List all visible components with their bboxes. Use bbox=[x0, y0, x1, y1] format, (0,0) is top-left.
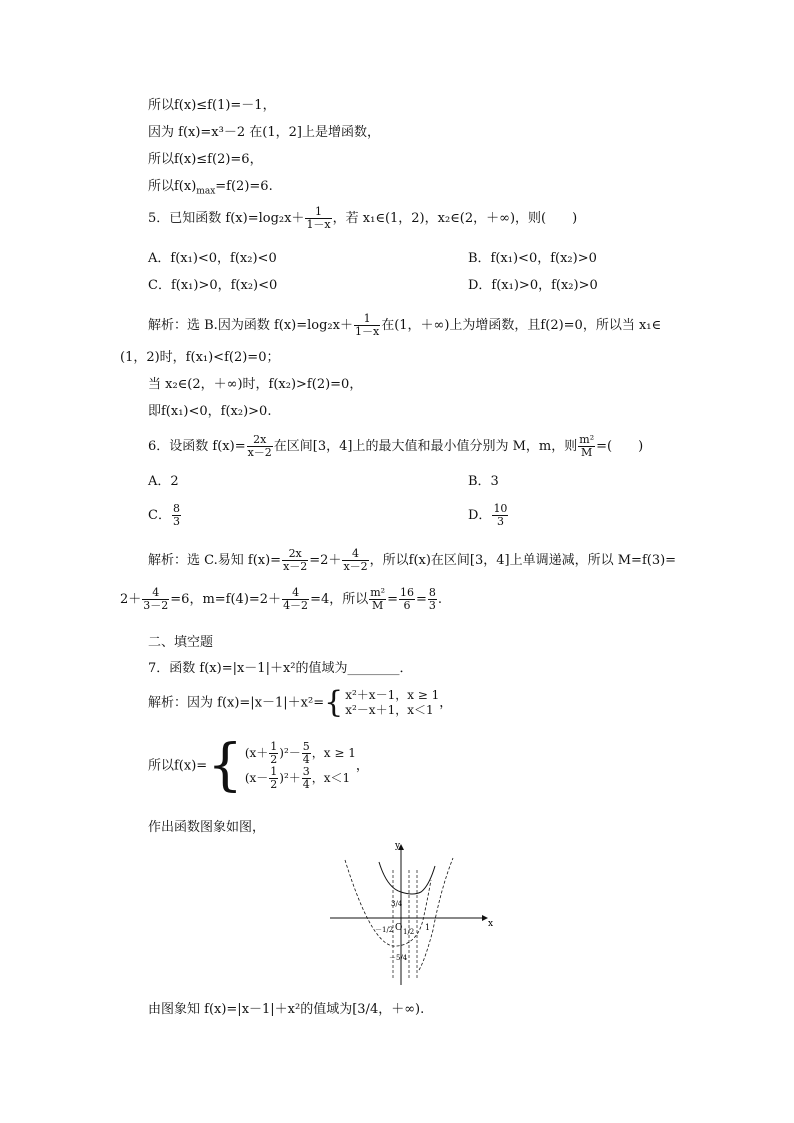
fraction: $\frac{4}{3-2}$ bbox=[143, 586, 169, 612]
section-title: 二、填空题 bbox=[148, 635, 214, 650]
x-label: x bbox=[488, 919, 494, 929]
solution-5-line-1: 解析：选 B.因为函数 f(x)=log₂x＋ $\frac{1}{1-x}$ 在(1，＋∞)上为增函数，且f(2)=0，所以当 x₁∈ bbox=[148, 312, 662, 338]
question-7-stem: 7．函数 f(x)=|x－1|＋x²的值域为________． bbox=[148, 661, 413, 676]
option-6c: C． $\frac{8}{3}$ bbox=[148, 502, 180, 528]
piecewise: (x＋ $\frac{1}{2}$ )²－ $\frac{5}{4}$ ，x ≥ 1 (x－ $\frac{1}{2}$ )²＋ $\frac{3}{4}$ ，x＜1 bbox=[244, 740, 356, 791]
tick-minus-half: －1/2 bbox=[375, 926, 394, 934]
solution-7-line-3: 作出函数图象如图， bbox=[148, 820, 266, 835]
left-brace: { bbox=[207, 733, 243, 798]
line-3: 所以f(x)≤f(2)=6， bbox=[148, 152, 263, 167]
option-5d: D．f(x₁)>0，f(x₂)>0 bbox=[468, 278, 598, 293]
tick-1: 1 bbox=[425, 923, 431, 932]
solution-6-line-2: 2＋ $\frac{4}{3-2}$ =6，m=f(4)=2＋ $\frac{4}{4-2}$ =4，所以 $\frac{\text{m²}}{M}$ = $\frac{16}{6}$ = $\frac{8}{3}$ . bbox=[120, 586, 443, 612]
solution-6-line-1: 解析：选 C.易知 f(x)= $\frac{2x}{x-2}$ =2＋ $\frac{4}{x-2}$ ，所以f(x)在区间[3，4]上单调递减，所以 M=f(3)= bbox=[148, 547, 677, 573]
fraction: $\frac{16}{6}$ bbox=[399, 586, 414, 612]
origin-label: O bbox=[395, 923, 403, 933]
question-6-stem: 6．设函数 f(x)= $\frac{2x}{x-2}$ 在区间[3，4]上的最大值和最小值分别为 M，m，则 $\frac{\text{m²}}{M}$ =( ) bbox=[148, 433, 644, 459]
piecewise: x²＋x－1，x ≥ 1 x²－x＋1，x＜1 bbox=[345, 688, 440, 717]
option-5c: C．f(x₁)>0，f(x₂)<0 bbox=[148, 278, 278, 293]
fraction: $\frac{1}{1-x}$ bbox=[306, 205, 331, 231]
line-2: 因为 f(x)=x³－2 在(1，2]上是增函数， bbox=[148, 125, 380, 140]
solution-5-line-2: (1，2)时，f(x₁)<f(2)=0； bbox=[120, 350, 280, 365]
solution-7-conclusion: 由图象知 f(x)=|x－1|＋x²的值域为[3/4，＋∞). bbox=[148, 1002, 425, 1017]
question-5-stem: 5．已知函数 f(x)=log₂x＋ $\frac{1}{1-x}$ ，若 x₁∈(1，2)，x₂∈(2，＋∞)，则( ) bbox=[148, 205, 578, 231]
fraction: $\frac{\text{m²}}{M}$ bbox=[579, 433, 595, 459]
fraction: $\frac{4}{x-2}$ bbox=[343, 547, 368, 573]
tick-three-quarters: 3/4 bbox=[391, 900, 403, 908]
solid-curve bbox=[379, 862, 435, 894]
fraction: $\frac{1}{1-x}$ bbox=[354, 312, 380, 338]
fraction: $\frac{2x}{x-2}$ bbox=[283, 547, 308, 573]
line-4: 所以$f(x)_{max}=f(2)=6$. bbox=[148, 179, 273, 197]
fraction: $\frac{8}{3}$ bbox=[428, 586, 436, 612]
answer-range: [3/4，＋∞) bbox=[352, 1002, 421, 1017]
option-5a: A．f(x₁)<0，f(x₂)<0 bbox=[148, 251, 277, 266]
line-1: 所以f(x)≤f(1)=－1， bbox=[148, 98, 276, 113]
fraction: $\frac{10}{3}$ bbox=[493, 502, 508, 528]
option-6d: D． $\frac{10}{3}$ bbox=[468, 502, 508, 528]
y-label: y bbox=[395, 841, 401, 851]
tick-minus-five-quarters: －5/4 bbox=[389, 954, 408, 962]
option-5b: B．f(x₁)<0，f(x₂)>0 bbox=[468, 251, 597, 266]
function-graph bbox=[325, 840, 495, 990]
fraction: $\frac{8}{3}$ bbox=[172, 502, 180, 528]
solution-5-line-4: 即f(x₁)<0，f(x₂)>0. bbox=[148, 404, 272, 419]
solution-5-line-3: 当 x₂∈(2，＋∞)时，f(x₂)>f(2)=0， bbox=[148, 377, 363, 392]
left-brace: { bbox=[324, 685, 344, 720]
option-6b: B．3 bbox=[468, 474, 499, 489]
fraction: $\frac{2x}{x-2}$ bbox=[247, 433, 272, 459]
fraction: $\frac{\text{m²}}{M}$ bbox=[370, 586, 386, 612]
option-6a: A．2 bbox=[148, 474, 179, 489]
tick-half: 1/2 bbox=[403, 928, 415, 936]
solution-7-line-1: 解析：因为 f(x)=|x－1|＋x²={ x²＋x－1，x ≥ 1 x²－x＋1，x＜1 ， bbox=[148, 685, 453, 720]
fraction: $\frac{4}{4-2}$ bbox=[283, 586, 309, 612]
solution-7-line-2: 所以f(x)={ (x＋ $\frac{1}{2}$ )²－ $\frac{5}{4}$ ，x ≥ 1 (x－ $\frac{1}{2}$ )²＋ $\frac{3}{4}$ ，x＜1 ， bbox=[148, 733, 369, 798]
